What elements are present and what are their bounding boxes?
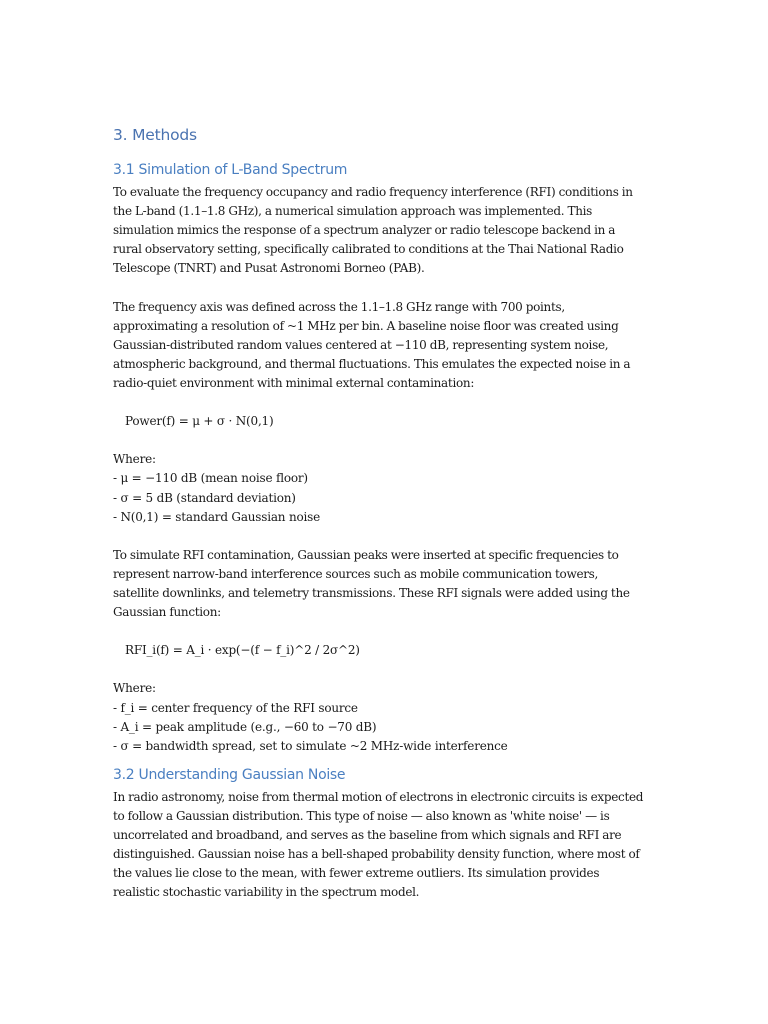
text-line: In radio astronomy, noise from thermal motion of electrons in electronic circuits is expected xyxy=(113,789,644,804)
list-item: - σ = bandwidth spread, set to simulate ~2 MHz-wide interference xyxy=(113,738,508,753)
equation-rfi: RFI_i(f) = A_i · exp(−(f − f_i)^2 / 2σ^2) xyxy=(125,643,360,658)
text-line: represent narrow-band interference sources such as mobile communication towers, xyxy=(113,566,599,581)
text-line: simulation mimics the response of a spectrum analyzer or radio telescope backend in a xyxy=(113,223,616,238)
paragraph-gaussian-noise xyxy=(113,788,658,903)
text-line: Telescope (TNRT) and Pusat Astronomi Borneo (PAB). xyxy=(113,261,425,276)
document-content xyxy=(113,124,658,902)
list-item: - f_i = center frequency of the RFI source xyxy=(113,700,358,715)
text-line: To simulate RFI contamination, Gaussian peaks were inserted at specific frequencies to xyxy=(113,547,619,562)
text-line: uncorrelated and broadband, and serves as the baseline from which signals and RFI are xyxy=(113,828,622,842)
list-item: - N(0,1) = standard Gaussian noise xyxy=(113,509,321,524)
where-list-rfi xyxy=(113,679,658,755)
text-line: the values lie close to the mean, with fewer extreme outliers. Its simulation provides xyxy=(113,866,600,881)
subsection-title-3-1: 3.1 Simulation of L-Band Spectrum xyxy=(113,162,348,178)
text-line: Gaussian function: xyxy=(113,605,221,620)
text-line: the L-band (1.1–1.8 GHz), a numerical simulation approach was implemented. This xyxy=(113,204,593,219)
text-line: To evaluate the frequency occupancy and radio frequency interference (RFI) conditions in xyxy=(113,185,633,199)
text-line: distinguished. Gaussian noise has a bell-shaped probability density function, where most of xyxy=(113,847,640,862)
where-label: Where: xyxy=(113,452,156,467)
section-title: 3. Methods xyxy=(113,126,197,144)
list-item: - σ = 5 dB (standard deviation) xyxy=(113,490,296,505)
list-item: - μ = −110 dB (mean noise floor) xyxy=(113,471,308,486)
text-line: rural observatory setting, specifically calibrated to conditions at the Thai National Radio xyxy=(113,242,624,257)
list-item: - A_i = peak amplitude (e.g., −60 to −70 dB) xyxy=(113,719,377,734)
text-line: realistic stochastic variability in the spectrum model. xyxy=(113,885,420,900)
text-line: Gaussian-distributed random values centered at −110 dB, representing system noise, xyxy=(113,337,609,352)
paragraph-simulation-intro xyxy=(113,183,658,278)
text-line: approximating a resolution of ~1 MHz per bin. A baseline noise floor was created using xyxy=(113,318,619,333)
equation-power: Power(f) = μ + σ · N(0,1) xyxy=(125,414,274,429)
text-line: satellite downlinks, and telemetry transmissions. These RFI signals were added using the xyxy=(113,585,630,600)
paragraph-frequency-axis xyxy=(113,298,658,393)
text-line: radio-quiet environment with minimal external contamination: xyxy=(113,375,475,390)
text-line: to follow a Gaussian distribution. This type of noise — also known as 'white noise' — is xyxy=(113,808,610,823)
paragraph-rfi-contamination xyxy=(113,546,658,622)
subsection-title-3-2: 3.2 Understanding Gaussian Noise xyxy=(113,766,346,783)
text-line: The frequency axis was defined across the 1.1–1.8 GHz range with 700 points, xyxy=(113,299,565,314)
where-label: Where: xyxy=(113,681,156,696)
where-list-noise xyxy=(113,450,658,526)
text-line: atmospheric background, and thermal fluctuations. This emulates the expected noise in a xyxy=(113,356,631,371)
